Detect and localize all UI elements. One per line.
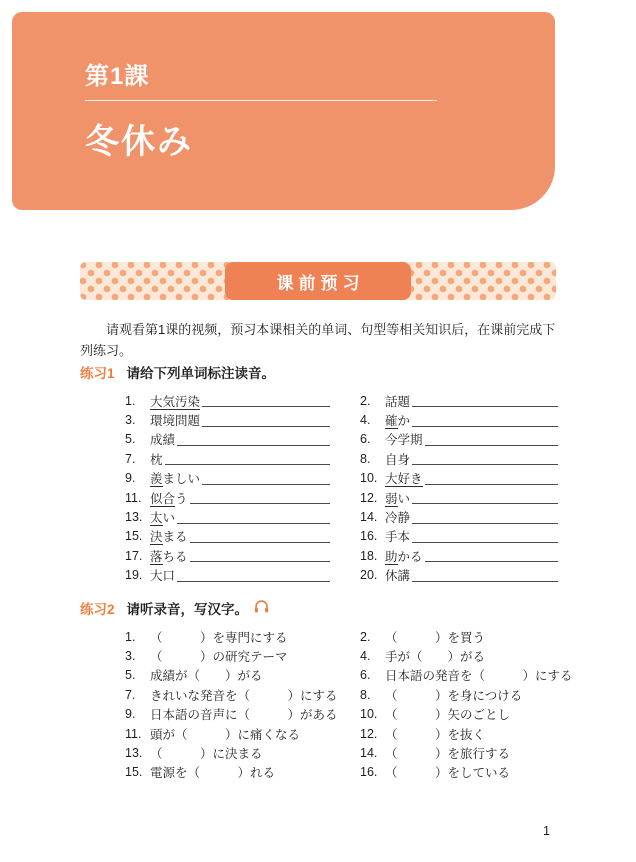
item-number: 13. [125,510,143,525]
sentence-text: 電源を（ ）れる [150,766,276,781]
vocab-word [150,566,175,584]
sentence-item [360,627,558,646]
answer-blank [202,414,330,427]
exercise2-label: 练习2 [80,602,115,617]
item-number: 8. [360,687,371,702]
lesson-header [12,12,555,210]
word-segment-marked: 似合 [150,491,176,506]
vocab-word [385,469,423,487]
vocab-word [385,392,410,410]
word-segment: い [397,491,411,506]
vocab-word [385,430,423,448]
word-segment-marked: 大好き [385,472,423,487]
answer-blank [412,394,558,407]
answer-blank [190,549,330,562]
word-segment-marked: 大気汚染 [150,394,201,409]
vocab-item [360,488,558,507]
exercise2-left-column [125,627,338,782]
item-number: 11. [125,490,142,505]
vocab-word [150,430,175,448]
item-number: 10. [360,471,378,486]
word-segment: 成績 [150,433,176,448]
item-number: 5. [125,432,136,447]
item-number: 4. [360,413,371,428]
item-number: 3. [125,649,136,664]
item-number: 15. [125,765,143,780]
item-number: 6. [360,668,371,683]
vocab-item [360,507,558,526]
word-segment: 自身 [385,452,411,467]
sentence-item [125,763,330,782]
header-divider [85,100,437,101]
item-number: 12. [360,726,378,741]
vocab-item [125,430,330,449]
intro-paragraph: 请观看第1课的视频，预习本课相关的单词、句型等相关知识后，在课前完成下列练习。 [80,322,556,358]
answer-blank [412,511,558,524]
item-number: 9. [125,707,136,722]
item-number: 1. [125,393,136,408]
sentence-item [125,627,330,646]
sentence-item [125,705,338,724]
vocab-item [125,391,330,410]
lesson-number: 第1課 [85,63,150,90]
vocab-word [385,411,410,429]
item-number: 15. [125,529,143,544]
sentence-text: （ ）を専門にする [150,630,288,645]
vocab-word [150,508,175,526]
vocab-word [385,527,410,545]
sentence-text: （ ）をしている [385,766,511,781]
vocab-word [150,411,200,429]
exercise1-right-column [360,391,558,585]
banner-title: 课前预习 [276,273,365,293]
vocab-item [125,410,330,429]
word-segment-marked: 落 [150,549,163,564]
item-number: 2. [360,393,371,408]
sentence-item [125,666,330,685]
item-number: 16. [360,765,378,780]
vocab-word [150,489,188,507]
vocab-item [360,527,558,546]
item-number: 4. [360,649,371,664]
item-number: 14. [360,746,378,761]
answer-blank [177,433,330,446]
answer-blank [190,491,330,504]
item-number: 16. [360,529,378,544]
word-segment: 環境問題 [150,414,201,429]
sentence-item [360,646,558,665]
sentence-item [125,724,330,743]
vocab-item [125,546,330,565]
word-segment: ちる [162,549,188,564]
vocab-word [385,508,410,526]
sentence-item [125,646,330,665]
item-number: 13. [125,746,143,761]
item-number: 19. [125,568,143,583]
answer-blank [412,530,558,543]
word-segment: い [162,511,176,526]
item-number: 10. [360,707,378,722]
word-segment: 枕 [150,452,163,467]
sentence-text: きれいな発音を（ ）にする [150,688,338,703]
vocab-item [360,449,558,468]
sentence-item [360,666,573,685]
item-number: 2. [360,629,371,644]
vocab-item [125,488,330,507]
answer-blank [425,472,558,485]
word-segment: かる [397,549,423,564]
word-segment: う [175,491,188,506]
sentence-text: 手が（ ）がる [385,650,486,665]
item-number: 18. [360,548,378,563]
word-segment: まる [162,530,188,545]
section-banner [80,262,556,300]
vocab-word [385,450,410,468]
word-segment: ましい [162,472,201,487]
exercise1-heading [80,362,275,382]
vocab-item [360,566,558,585]
item-number: 1. [125,629,136,644]
item-number: 9. [125,471,136,486]
sentence-item [360,685,558,704]
sentence-text: 日本語の音声に（ ）がある [150,708,338,723]
vocab-item [360,546,558,565]
vocab-word [150,527,188,545]
sentence-text: （ ）の研究テーマ [150,650,288,665]
word-segment-marked: 助 [385,549,398,564]
sentence-item [360,705,558,724]
sentence-text: 頭が（ ）に痛くなる [150,727,301,742]
vocab-word [385,566,410,584]
sentence-text: （ ）を旅行する [385,747,511,762]
item-number: 7. [125,451,136,466]
word-segment: 今学期 [385,433,423,448]
vocab-word [385,489,410,507]
exercise2-heading [80,598,269,618]
sentence-text: （ ）矢のごとし [385,708,511,723]
headphones-icon [254,599,269,617]
word-segment-marked: 決 [150,530,163,545]
page-number: 1 [543,824,550,838]
answer-blank [425,433,558,446]
banner-pill [225,262,411,300]
vocab-item [125,507,330,526]
item-number: 17. [125,548,143,563]
exercise1-instruction: 请给下列单词标注读音。 [126,366,276,381]
vocab-item [125,566,330,585]
sentence-text: 日本語の発音を（ ）にする [385,669,573,684]
answer-blank [412,569,558,582]
sentence-text: （ ）を買う [385,630,486,645]
word-segment-marked: 弱 [385,491,398,506]
item-number: 7. [125,687,136,702]
word-segment: 話題 [385,394,411,409]
word-segment: 冷静 [385,511,411,526]
answer-blank [177,511,330,524]
word-segment: 休講 [385,569,411,584]
answer-blank [412,414,558,427]
vocab-item [125,449,330,468]
item-number: 20. [360,568,378,583]
vocab-word [150,392,200,410]
word-segment: か [397,414,411,429]
word-segment: 大口 [150,569,176,584]
vocab-word [150,547,188,565]
item-number: 11. [125,726,142,741]
vocab-word [150,469,200,487]
answer-blank [190,530,330,543]
sentence-item [125,743,330,762]
answer-blank [202,472,330,485]
answer-blank [412,491,558,504]
answer-blank [412,452,558,465]
item-number: 5. [125,668,136,683]
answer-blank [177,569,330,582]
sentence-item [125,685,338,704]
sentence-item [360,724,558,743]
word-segment: 手本 [385,530,411,545]
answer-blank [202,394,330,407]
answer-blank [425,549,558,562]
item-number: 6. [360,432,371,447]
vocab-word [150,450,163,468]
sentence-text: （ ）を身につける [385,688,523,703]
vocab-item [360,469,558,488]
vocab-item [125,469,330,488]
exercise2-right-column [360,627,573,782]
lesson-title: 冬休み [85,123,193,161]
exercise1-label: 练习1 [80,366,115,381]
exercise1-left-column [125,391,330,585]
vocab-item [360,410,558,429]
vocab-word [385,547,423,565]
item-number: 3. [125,413,136,428]
sentence-item [360,763,558,782]
exercise2-list [125,627,573,782]
sentence-text: （ ）に決まる [150,747,263,762]
item-number: 8. [360,451,371,466]
word-segment-marked: 羨 [150,472,163,487]
vocab-item [360,391,558,410]
vocab-item [125,527,330,546]
sentence-text: （ ）を抜く [385,727,486,742]
item-number: 14. [360,510,378,525]
sentence-item [360,743,558,762]
exercise2-instruction: 请听录音，写汉字。 [126,602,249,617]
item-number: 12. [360,490,378,505]
word-segment-marked: 太 [150,511,163,526]
exercise1-list [125,391,558,585]
word-segment-marked: 確 [385,414,398,429]
vocab-item [360,430,558,449]
sentence-text: 成績が（ ）がる [150,669,263,684]
answer-blank [165,452,330,465]
